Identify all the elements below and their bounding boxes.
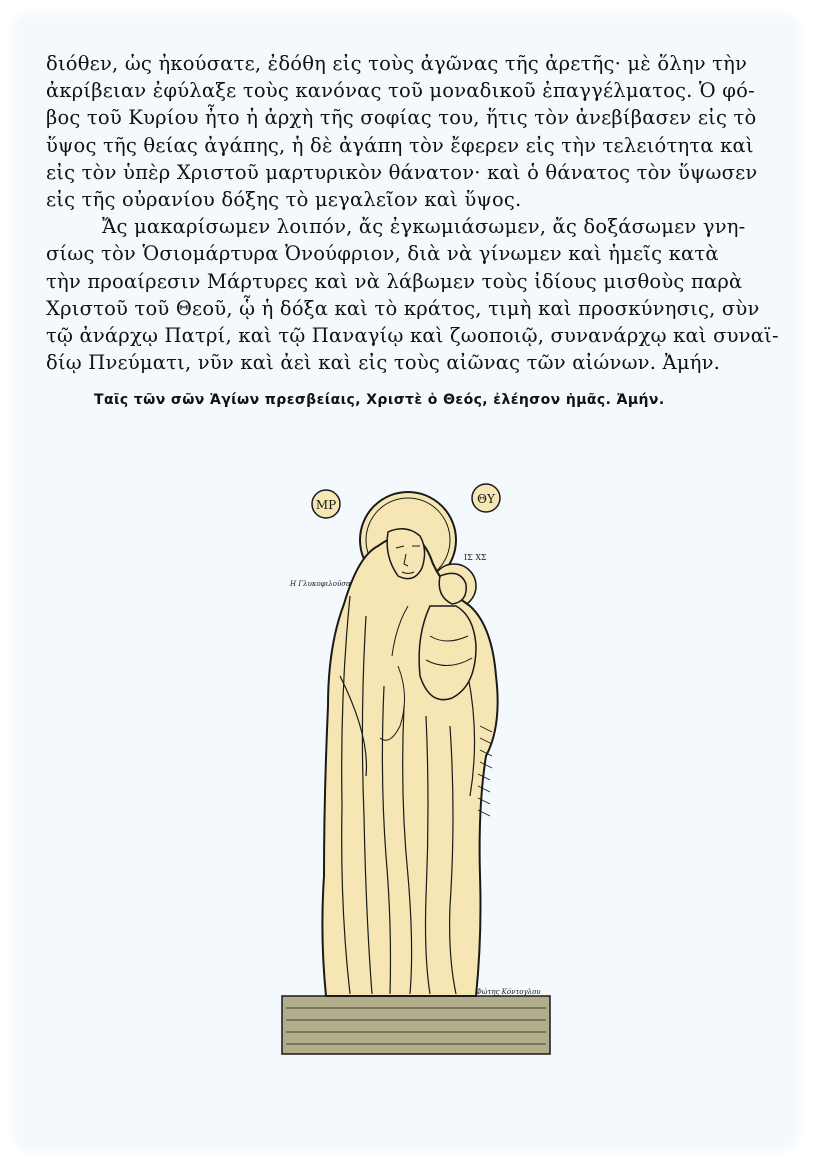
text-line: Ἄς μακαρίσωμεν λοιπόν, ἄς ἐγκωμιάσωμεν, ἄς δοξάσωμεν γνη-	[102, 215, 746, 239]
text-line: ἀκρίβειαν ἐφύλαξε τοὺς κανόνας τοῦ μοναδικοῦ ἐπαγγέλματος. Ὁ φό-	[46, 79, 755, 103]
text-line: ὕψος τῆς θείας ἀγάπης, ἡ δὲ ἀγάπη τὸν ἔφερεν εἰς τὴν τελειότητα καὶ	[46, 133, 754, 157]
text-line: σίως τὸν Ὁσιομάρτυρα Ὀνούφριον, διὰ νὰ γίνωμεν καὶ ἡμεῖς κατὰ	[46, 242, 719, 266]
text-line: διόθεν, ὡς ἠκούσατε, ἐδόθη εἰς τοὺς ἀγῶνας τῆς ἀρετῆς· μὲ ὅλην τὴν	[46, 52, 748, 75]
body-text	[46, 50, 790, 376]
svg-text:ΙΣ ΧΣ: ΙΣ ΧΣ	[464, 553, 487, 562]
text-line: δίῳ Πνεύματι, νῦν καὶ ἀεὶ καὶ εἰς τοὺς αἰῶνας τῶν αἰώνων. Ἀμήν.	[46, 351, 721, 375]
svg-text:ΜΡ: ΜΡ	[315, 498, 337, 512]
svg-text:ΘΥ: ΘΥ	[477, 492, 495, 506]
theotokos-with-child-icon	[280, 476, 552, 1056]
text-line: τὴν προαίρεσιν Μάρτυρες καὶ νὰ λάβωμεν τοὺς ἰδίους μισθοὺς παρὰ	[46, 269, 743, 293]
paragraph-2	[46, 213, 790, 376]
svg-text:Η Γλυκοφιλοῦσα: Η Γλυκοφιλοῦσα	[290, 580, 351, 588]
text-line: βος τοῦ Κυρίου ἦτο ἡ ἀρχὴ τῆς σοφίας του, ἥτις τὸν ἀνεβίβασεν εἰς τὸ	[46, 106, 757, 130]
text-line: Χριστοῦ τοῦ Θεοῦ, ᾧ ἡ δόξα καὶ τὸ κράτος, τιμὴ καὶ προσκύνησις, σὺν	[46, 296, 760, 320]
svg-text:Φώτης Κόντογλου: Φώτης Κόντογλου	[476, 988, 541, 996]
text-line: τῷ ἀνάρχῳ Πατρί, καὶ τῷ Παναγίῳ καὶ ζωοποιῷ, συνανάρχῳ καὶ συναϊ-	[46, 324, 779, 348]
text-line: εἰς τῆς οὐρανίου δόξης τὸ μεγαλεῖον καὶ ὕψος.	[46, 188, 522, 212]
paragraph-1	[46, 50, 790, 213]
page	[8, 8, 804, 1156]
caption: Ταῖς τῶν σῶν Ἁγίων πρεσβείαις, Χριστὲ ὁ Θεός, ἐλέησον ἡμᾶς. Ἀμήν.	[94, 392, 665, 408]
text-line: εἰς τὸν ὑπὲρ Χριστοῦ μαρτυρικὸν θάνατον· καὶ ὁ θάνατος τὸν ὕψωσεν	[46, 160, 758, 184]
